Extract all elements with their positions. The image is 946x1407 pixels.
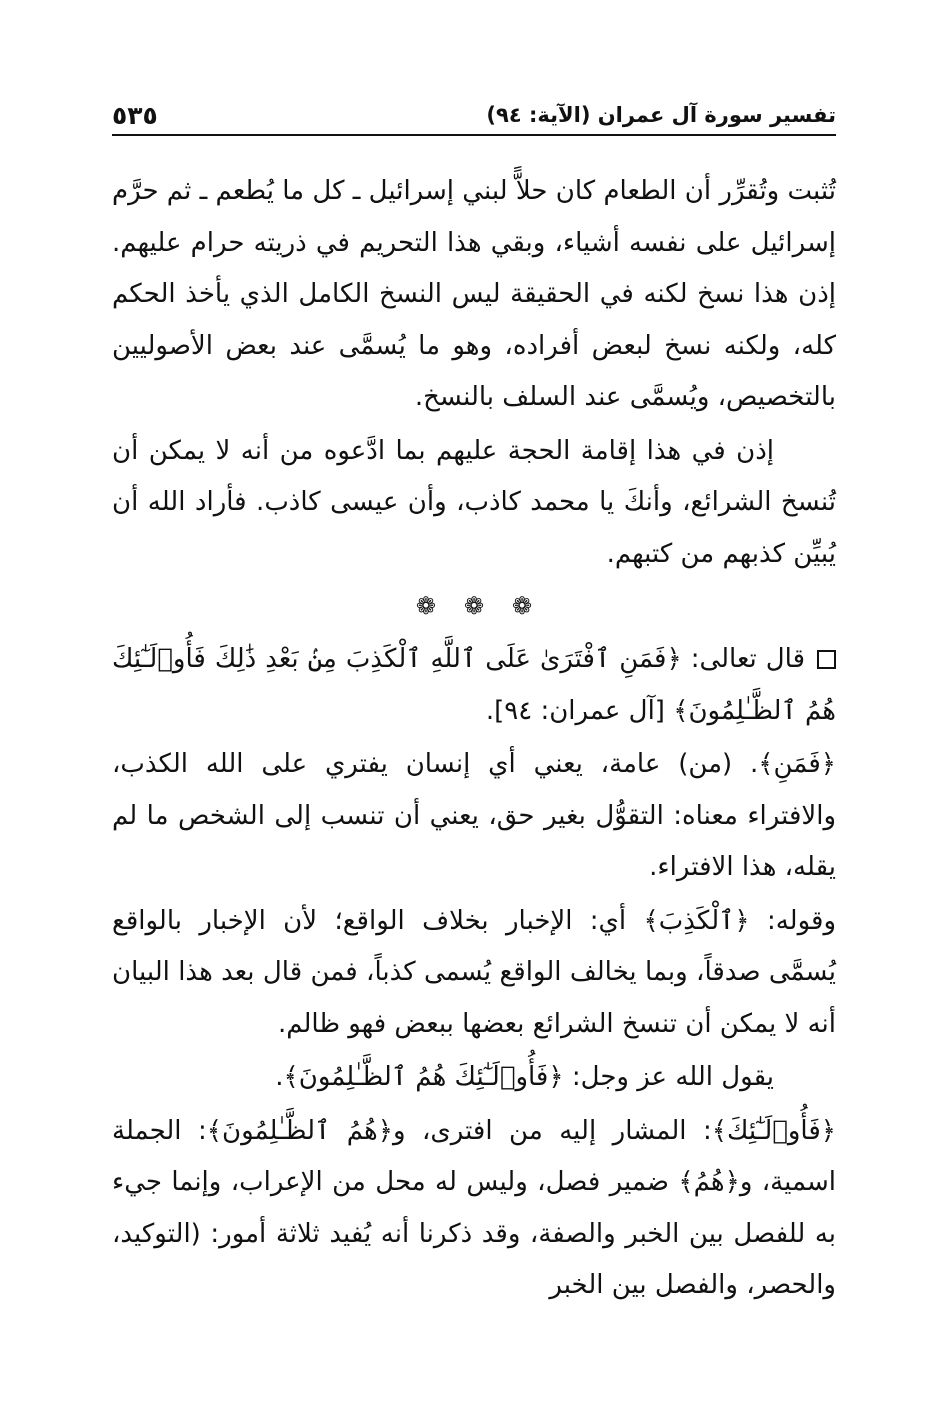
flower-ornament-icon: ❁ bbox=[463, 592, 485, 620]
verse-paragraph bbox=[112, 634, 836, 737]
running-header bbox=[112, 88, 836, 132]
body-text bbox=[112, 166, 836, 1312]
paragraph-1: تُثبت وتُقرِّر أن الطعام كان حلاًّ لبني إسرائيل ـ كل ما يُطعم ـ ثم حرَّم إسرائيل على نفسه أشياء، وبقي هذا التحريم في ذريته حرام عليهم. إذن هذا نسخ لكنه في الحقيقة ليس النسخ الكامل الذي يأخذ الحكم كله، ولكنه نسخ لبعض أفراده، وهو ما يُسمَّى عند بعض الأصوليين بالتخصيص، ويُسمَّى عند السلف بالنسخ. bbox=[112, 176, 836, 412]
paragraph-7: ﴿فَأُو۟لَـٰٓئِكَ﴾: المشار إليه من افترى، و﴿هُمُ ٱلظَّـٰلِمُونَ﴾: الجملة اسمية، و﴿هُمُ﴾ ضمير فصل، وليس له محل من الإعراب، وإنما جيء به للفصل بين الخبر والصفة، وقد ذكرنا أنه يُفيد ثلاثة أمور: (التوكيد، والحصر، والفصل بين الخبر bbox=[112, 1115, 836, 1300]
verse-text: قال تعالى: ﴿فَمَنِ ٱفْتَرَىٰ عَلَى ٱللَّهِ ٱلْكَذِبَ مِنۢ بَعْدِ ذَٰلِكَ فَأُو۟لَـٰٓئِكَ هُمُ ٱلظَّـٰلِمُونَ﴾ [آل عمران: ٩٤]. bbox=[112, 644, 836, 726]
header-rule bbox=[112, 134, 836, 136]
section-separator bbox=[112, 580, 836, 632]
paragraph-2: إذن في هذا إقامة الحجة عليهم بما ادَّعوه من أنه لا يمكن أن تُنسخ الشرائع، وأنكَ يا محمد كاذب، وأن عيسى كاذب. فأراد الله أن يُبيِّن كذبهم من كتبهم. bbox=[112, 435, 836, 569]
paragraph-6: يقول الله عز وجل: ﴿فَأُو۟لَـٰٓئِكَ هُمُ ٱلظَّـٰلِمُونَ﴾. bbox=[275, 1062, 774, 1092]
square-bullet-icon bbox=[817, 650, 836, 669]
paragraph-4: ﴿فَمَنِ﴾. (من) عامة، يعني أي إنسان يفتري على الله الكذب، والافتراء معناه: التقوُّل بغير حق، يعني أن تنسب إلى الشخص ما لم يقله، هذا الافتراء. bbox=[112, 749, 836, 882]
paragraph-5: وقوله: ﴿ٱلْكَذِبَ﴾ أي: الإخبار بخلاف الواقع؛ لأن الإخبار بالواقع يُسمَّى صدقاً، وبما يخالف الواقع يُسمى كذباً، فمن قال بعد هذا البيان أنه لا يمكن أن تنسخ الشرائع بعضها ببعض فهو ظالم. bbox=[112, 905, 836, 1039]
page-number: ٥٣٥ bbox=[112, 101, 158, 130]
flower-ornament-icon: ❁ bbox=[512, 592, 533, 620]
running-title: تفسير سورة آل عمران (الآية: ٩٤) bbox=[486, 103, 836, 127]
flower-ornament-icon: ❁ bbox=[415, 592, 436, 620]
